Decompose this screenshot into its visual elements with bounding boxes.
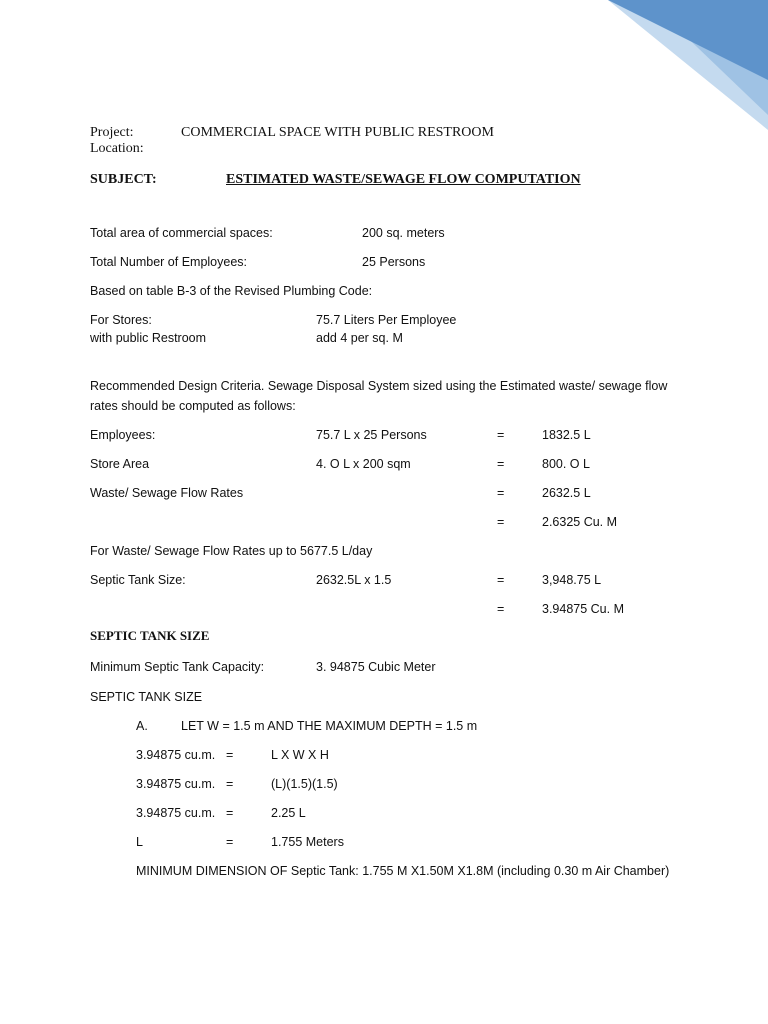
comp-tank-eq-2: = [497, 602, 505, 616]
comp-flow-label: Waste/ Sewage Flow Rates [90, 486, 244, 500]
criteria-line-1: Recommended Design Criteria. Sewage Disposal System sized using the Estimated waste/ sewage flow [90, 379, 668, 393]
eq4-left: L [136, 835, 143, 849]
comp-store-formula: 4. O L x 200 sqm [316, 457, 411, 471]
area-value: 200 sq. meters [362, 226, 445, 240]
comp-tank-result-2: 3.94875 Cu. M [542, 602, 624, 616]
comp-employees-eq: = [497, 428, 505, 442]
comp-store-result: 800. O L [542, 457, 590, 471]
subject-label: SUBJECT: [90, 172, 157, 187]
corner-dark-triangle [608, 0, 768, 80]
eq4-sign: = [226, 835, 234, 849]
comp-flow-result-2: 2.6325 Cu. M [542, 515, 618, 529]
eq3-right: 2.25 L [271, 806, 306, 820]
comp-tank-formula: 2632.5L x 1.5 [316, 573, 392, 587]
comp-store-label: Store Area [90, 457, 150, 471]
comp-employees-result: 1832.5 L [542, 428, 591, 442]
septic-min-value: 3. 94875 Cubic Meter [316, 660, 436, 674]
comp-tank-result: 3,948.75 L [542, 573, 602, 587]
subject-value: ESTIMATED WASTE/SEWAGE FLOW COMPUTATION [226, 172, 581, 187]
eq4-right: 1.755 Meters [271, 835, 344, 849]
location-label: Location: [90, 141, 144, 156]
comp-upto-text: For Waste/ Sewage Flow Rates up to 5677.5 L/day [90, 544, 373, 558]
septic-min-label: Minimum Septic Tank Capacity: [90, 660, 265, 674]
item-a-text: LET W = 1.5 m AND THE MAXIMUM DEPTH = 1.5 m [181, 719, 478, 733]
stores-value: 75.7 Liters Per Employee [316, 313, 457, 327]
comp-flow-result: 2632.5 L [542, 486, 591, 500]
eq3-sign: = [226, 806, 234, 820]
eq1-sign: = [226, 748, 234, 762]
comp-flow-eq: = [497, 486, 505, 500]
eq1-right: L X W X H [271, 748, 329, 762]
eq1-left: 3.94875 cu.m. [136, 748, 216, 762]
area-label: Total area of commercial spaces: [90, 226, 273, 240]
eq2-sign: = [226, 777, 234, 791]
comp-flow-eq-2: = [497, 515, 505, 529]
eq2-right: (L)(1.5)(1.5) [271, 777, 338, 791]
criteria-line-2: rates should be computed as follows: [90, 399, 296, 413]
corner-decoration [608, 0, 768, 130]
project-value: COMMERCIAL SPACE WITH PUBLIC RESTROOM [181, 125, 494, 140]
table-reference: Based on table B-3 of the Revised Plumbing Code: [90, 284, 373, 298]
item-a-label: A. [136, 719, 148, 733]
min-dimension: MINIMUM DIMENSION OF Septic Tank: 1.755 M X1.50M X1.8M (including 0.30 m Air Chamber) [136, 864, 670, 878]
septic-heading: SEPTIC TANK SIZE [90, 628, 210, 643]
comp-tank-label: Septic Tank Size: [90, 573, 186, 587]
comp-employees-formula: 75.7 L x 25 Persons [316, 428, 427, 442]
restroom-value: add 4 per sq. M [316, 331, 403, 345]
septic-subheading: SEPTIC TANK SIZE [90, 690, 203, 704]
eq3-left: 3.94875 cu.m. [136, 806, 216, 820]
employees-label: Total Number of Employees: [90, 255, 248, 269]
project-label: Project: [90, 125, 134, 140]
employees-value: 25 Persons [362, 255, 426, 269]
eq2-left: 3.94875 cu.m. [136, 777, 216, 791]
comp-employees-label: Employees: [90, 428, 156, 442]
restroom-label: with public Restroom [90, 331, 207, 345]
comp-tank-eq: = [497, 573, 505, 587]
stores-label: For Stores: [90, 313, 152, 327]
comp-store-eq: = [497, 457, 505, 471]
